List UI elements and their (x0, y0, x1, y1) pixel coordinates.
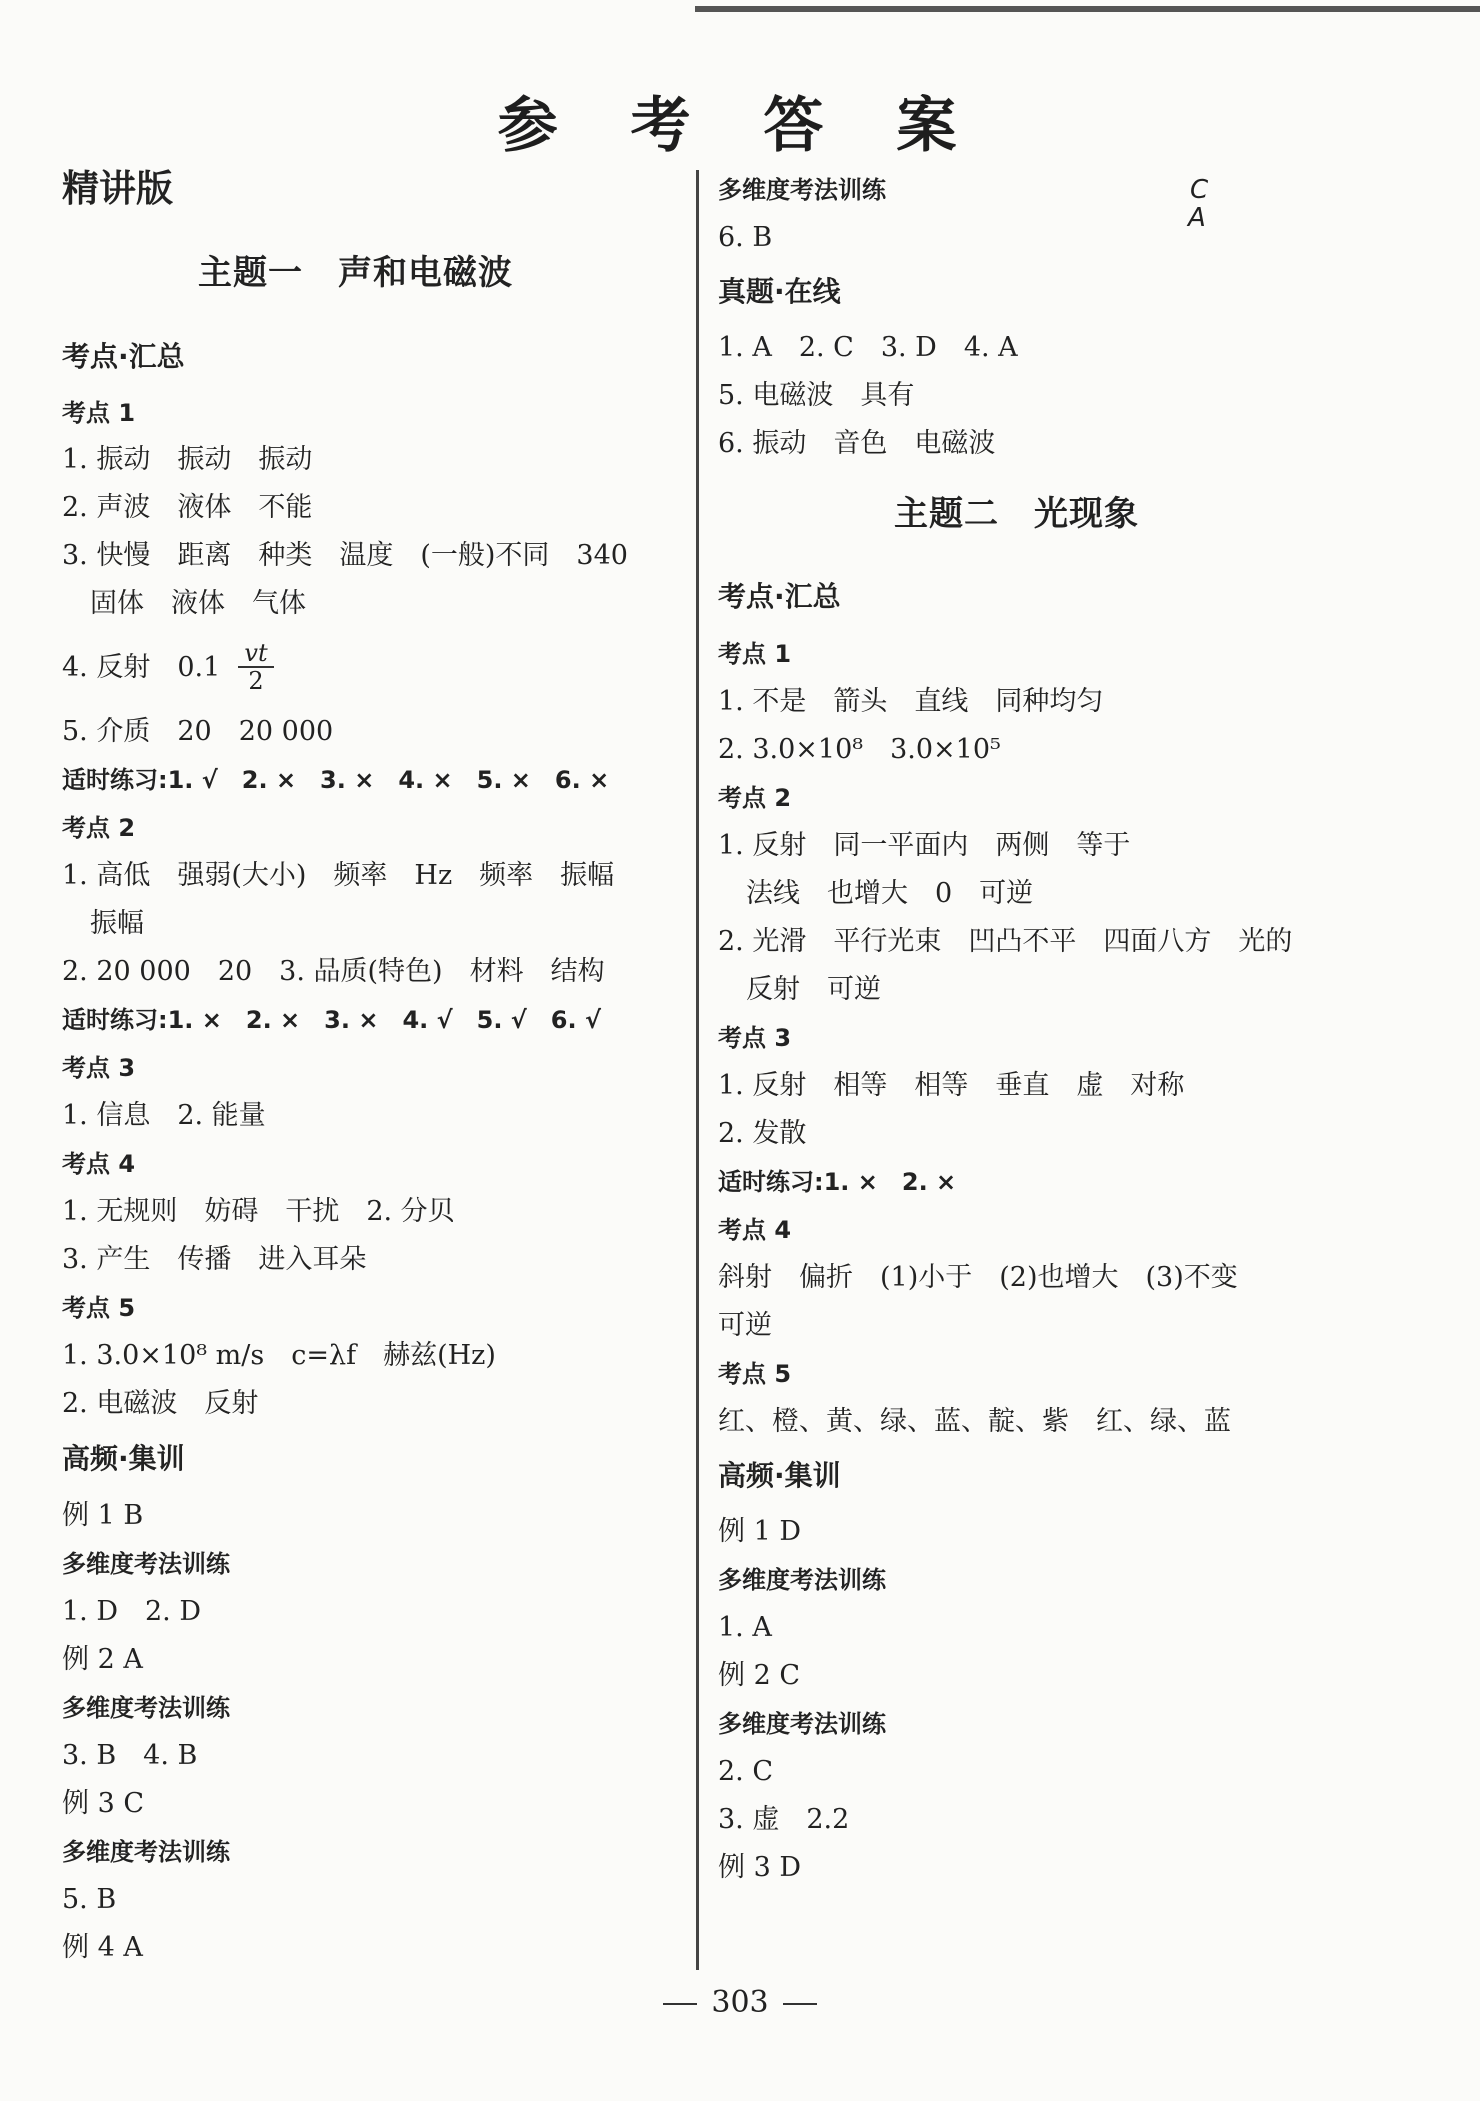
training-heading: 多维度考法训练 (62, 1694, 230, 1722)
example-answer: 例 1 D (718, 1516, 801, 1547)
answer-line: 3. B 4. B (62, 1740, 198, 1771)
answer-line: 法线 也增大 0 可逆 (746, 878, 1034, 909)
subsection-heading: 考点 1 (62, 399, 136, 427)
answer-line: 1. 反射 相等 相等 垂直 虚 对称 (718, 1070, 1185, 1101)
answer-line: 3. 产生 传播 进入耳朵 (62, 1244, 367, 1275)
answer-line: 5. 电磁波 具有 (718, 380, 915, 411)
answer-line: 3. 快慢 距离 种类 温度 (一般)不同 340 (62, 540, 628, 571)
answer-line: 5. B (62, 1884, 117, 1915)
answer-line: 6. B (718, 222, 773, 253)
subsection-heading: 考点 1 (718, 640, 792, 668)
page-number-dash (783, 2003, 817, 2005)
corner-mark: A (1188, 203, 1206, 233)
theme-1-heading: 主题一 声和电磁波 (198, 253, 513, 293)
answer-line: 2. 发散 (718, 1118, 807, 1149)
answer-line: 1. 无规则 妨碍 干扰 2. 分贝 (62, 1196, 455, 1227)
example-answer: 例 3 D (718, 1852, 801, 1883)
example-answer: 例 1 B (62, 1500, 144, 1531)
subsection-heading: 考点 3 (718, 1024, 792, 1052)
fraction-numerator: vt (238, 640, 274, 668)
subsection-heading: 考点 4 (62, 1150, 136, 1178)
subsection-heading: 考点 2 (62, 814, 136, 842)
answer-line: 1. 不是 箭头 直线 同种均匀 (718, 686, 1104, 717)
answer-line: 振幅 (90, 908, 144, 939)
answer-line: 5. 介质 20 20 000 (62, 716, 334, 747)
answer-line: 1. 3.0×10⁸ m/s c=λf 赫兹(Hz) (62, 1340, 496, 1371)
answer-line: 2. 声波 液体 不能 (62, 492, 313, 523)
example-answer: 例 4 A (62, 1932, 143, 1963)
practice-line: 适时练习:1. × 2. × (718, 1168, 957, 1196)
training-heading: 多维度考法训练 (718, 1710, 886, 1738)
answer-line: 2. 电磁波 反射 (62, 1388, 259, 1419)
training-heading: 多维度考法训练 (718, 1566, 886, 1594)
example-answer: 例 3 C (62, 1788, 145, 1819)
training-heading: 多维度考法训练 (718, 176, 886, 204)
corner-mark: C (1190, 175, 1209, 205)
answer-line: 1. 信息 2. 能量 (62, 1100, 266, 1131)
fraction-denominator: 2 (248, 667, 264, 695)
page-title: 参 考 答 案 (497, 91, 983, 161)
answer-line: 6. 振动 音色 电磁波 (718, 428, 996, 459)
answer-line: 2. C (718, 1756, 774, 1787)
example-answer: 例 2 C (718, 1660, 801, 1691)
subsection-heading: 考点 5 (718, 1360, 792, 1388)
answer-line: 1. 振动 振动 振动 (62, 444, 313, 475)
answer-line: 1. 高低 强弱(大小) 频率 Hz 频率 振幅 (62, 860, 615, 891)
practice-line: 适时练习:1. √ 2. × 3. × 4. × 5. × 6. × (62, 766, 610, 794)
example-answer: 例 2 A (62, 1644, 143, 1675)
subsection-heading: 考点 4 (718, 1216, 792, 1244)
section-heading: 高频·集训 (62, 1442, 185, 1475)
answer-line: 3. 虚 2.2 (718, 1804, 850, 1835)
section-heading: 高频·集训 (718, 1459, 841, 1492)
page-number-dash (663, 2003, 697, 2005)
answer-line: 1. A (718, 1612, 772, 1643)
answer-line: 2. 光滑 平行光束 凹凸不平 四面八方 光的 (718, 926, 1293, 957)
page-number (0, 1985, 1480, 2020)
section-heading: 考点·汇总 (718, 580, 841, 613)
edition-heading: 精讲版 (62, 167, 173, 210)
top-rule (695, 6, 1480, 12)
fraction (238, 640, 274, 694)
page-number-value: 303 (711, 1985, 769, 2020)
subsection-heading: 考点 2 (718, 784, 792, 812)
theme-2-heading: 主题二 光现象 (894, 494, 1139, 534)
column-divider (696, 170, 699, 1970)
answer-line: 2. 3.0×10⁸ 3.0×10⁵ (718, 734, 1001, 765)
answer-line: 1. A 2. C 3. D 4. A (718, 332, 1018, 363)
section-heading: 真题·在线 (718, 275, 841, 308)
subsection-heading: 考点 5 (62, 1294, 136, 1322)
answer-line: 1. 反射 同一平面内 两侧 等于 (718, 830, 1131, 861)
subsection-heading: 考点 3 (62, 1054, 136, 1082)
answer-line: 反射 可逆 (746, 974, 881, 1005)
answer-line: 斜射 偏折 (1)小于 (2)也增大 (3)不变 (718, 1262, 1238, 1293)
answer-line: 2. 20 000 20 3. 品质(特色) 材料 结构 (62, 956, 605, 987)
answer-line: 可逆 (718, 1310, 772, 1341)
section-heading: 考点·汇总 (62, 340, 185, 373)
practice-line: 适时练习:1. × 2. × 3. × 4. √ 5. √ 6. √ (62, 1006, 601, 1034)
training-heading: 多维度考法训练 (62, 1550, 230, 1578)
answer-line: 4. 反射 0.1 (62, 652, 221, 683)
training-heading: 多维度考法训练 (62, 1838, 230, 1866)
answer-line: 1. D 2. D (62, 1596, 201, 1627)
answer-line: 固体 液体 气体 (90, 588, 306, 619)
answer-line: 红、橙、黄、绿、蓝、靛、紫 红、绿、蓝 (718, 1406, 1231, 1437)
